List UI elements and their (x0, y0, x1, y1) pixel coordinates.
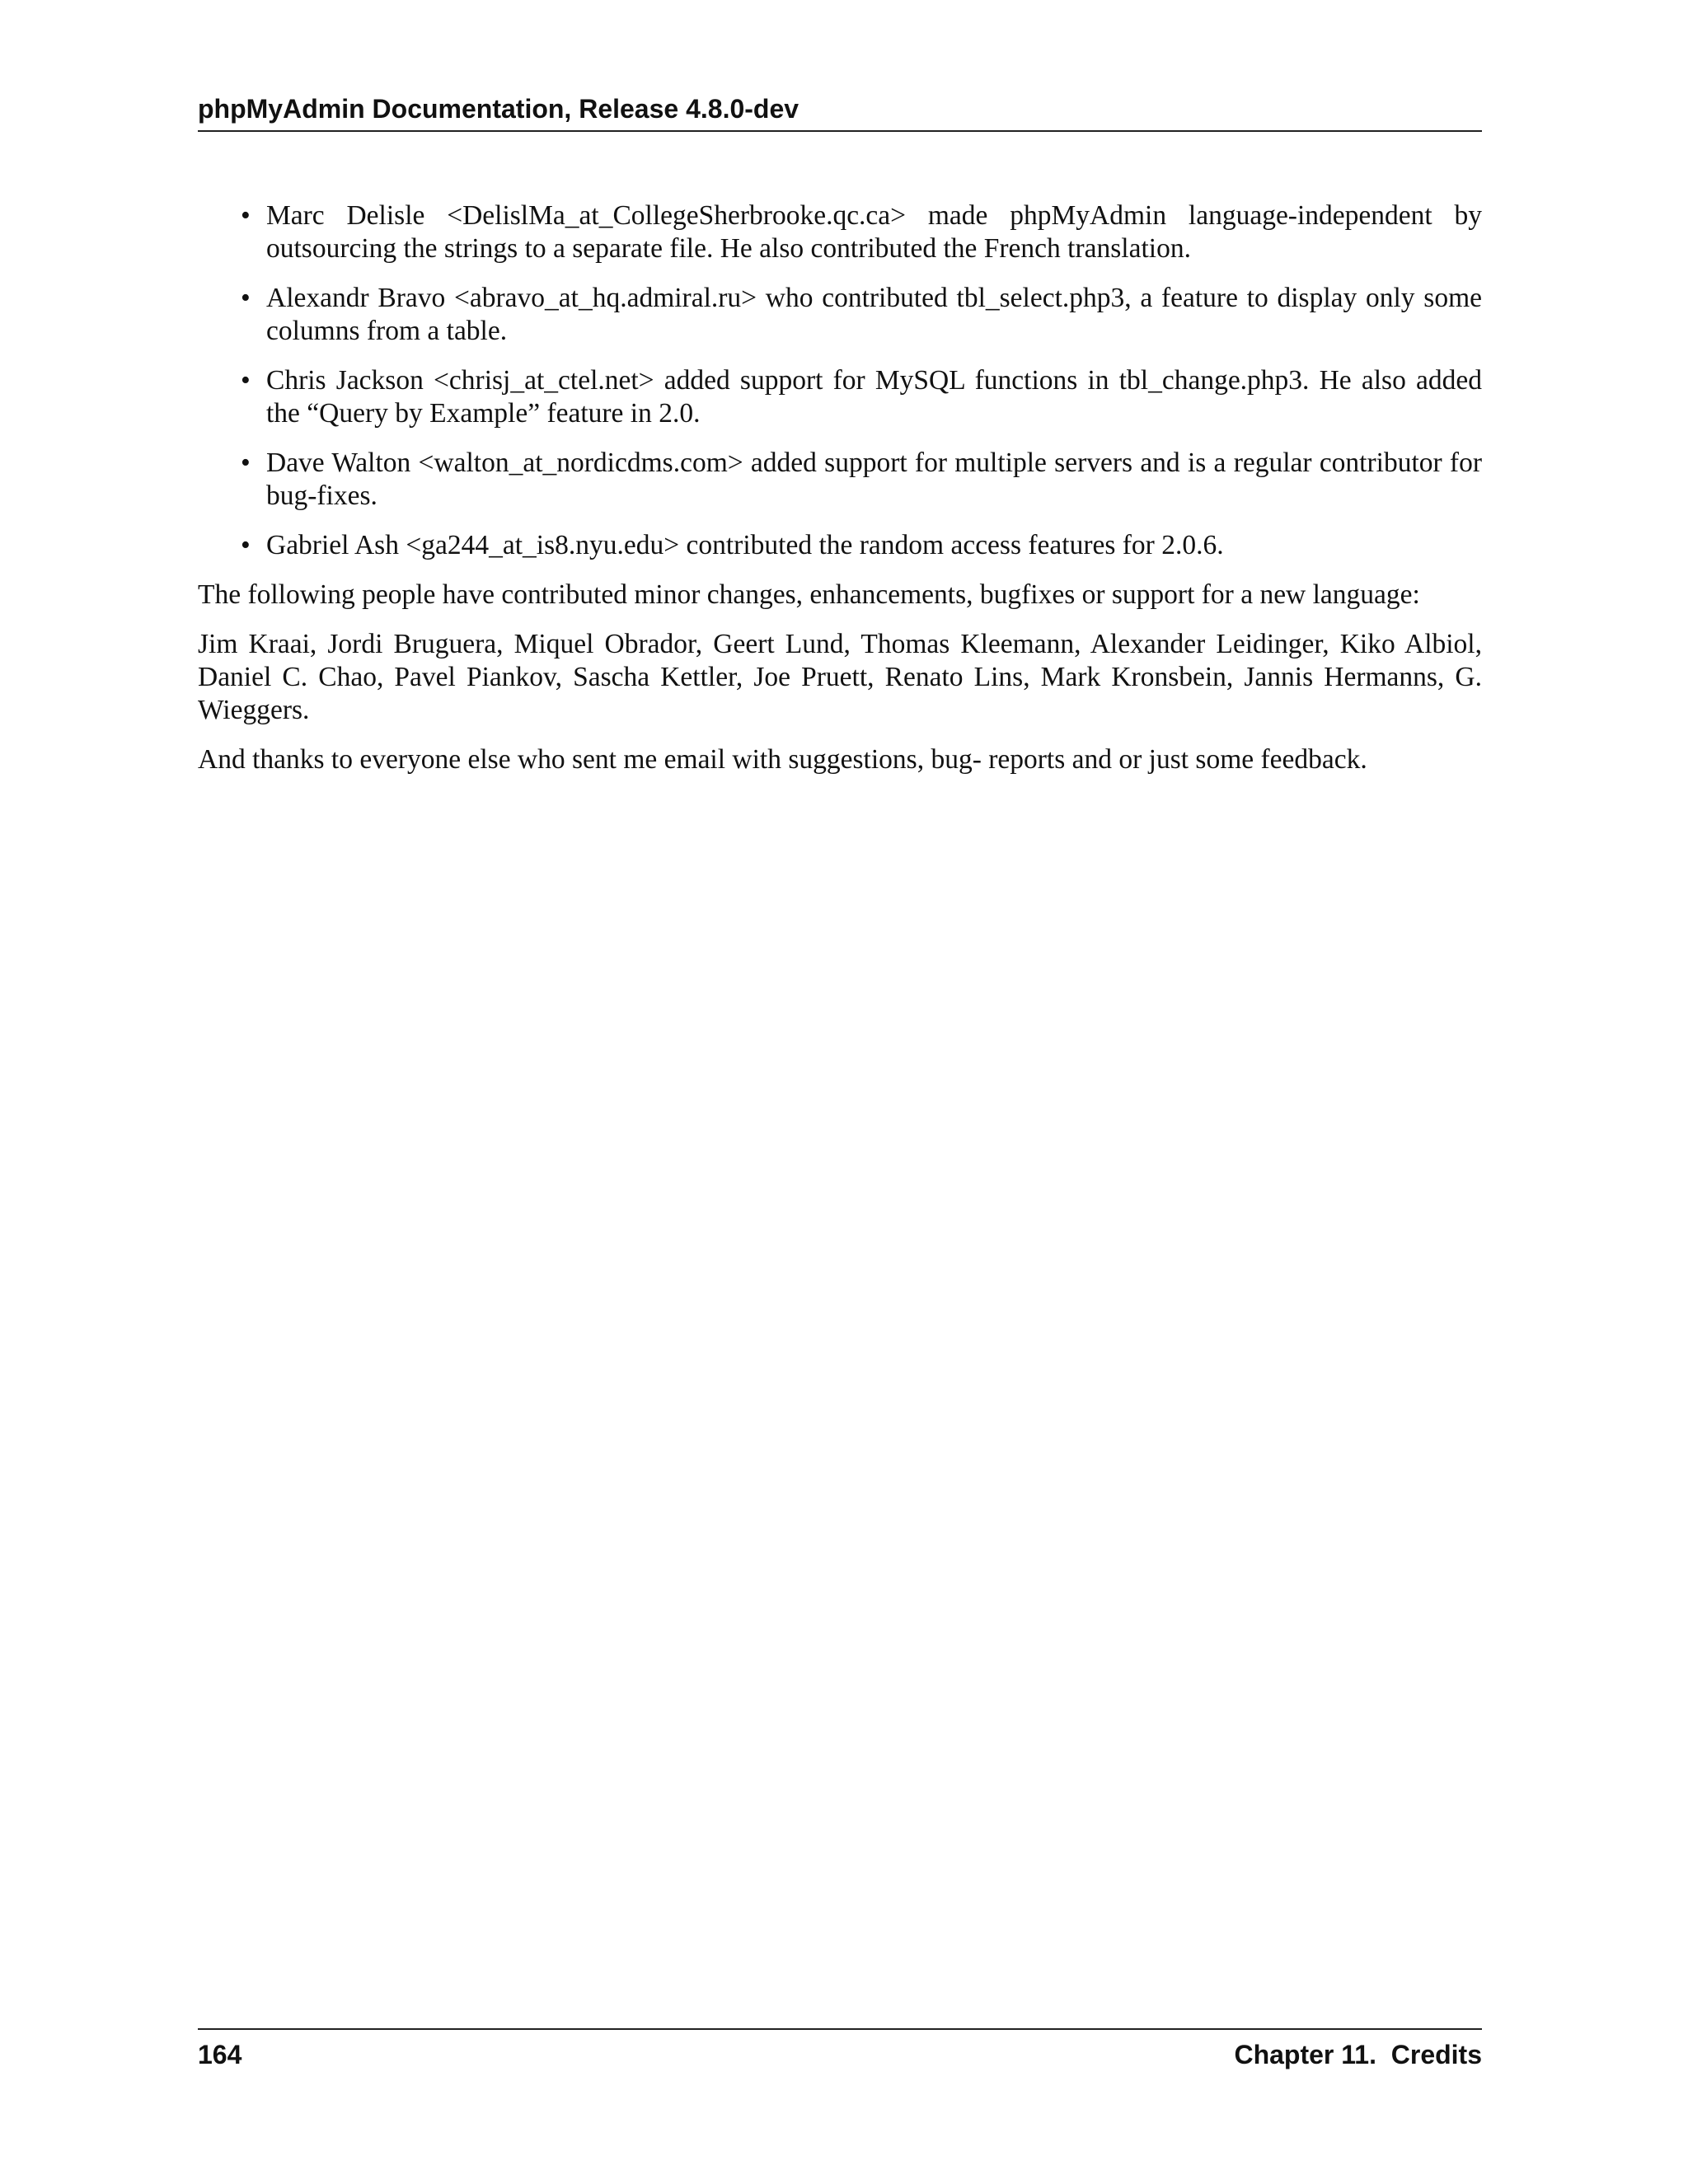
list-item (198, 282, 1482, 348)
chapter-title: Chapter 11. Credits (1234, 2040, 1482, 2069)
running-header-title: phpMyAdmin Documentation, Release 4.8.0-dev (198, 94, 799, 124)
bullet-icon: • (241, 200, 251, 231)
list-item (198, 199, 1482, 265)
page-content (198, 199, 1482, 793)
minor-contributors-intro: The following people have contributed minor changes, enhancements, bugfixes or support for a new language: (198, 579, 1420, 610)
page-number: 164 (198, 2040, 242, 2069)
list-item-text: Marc Delisle <DelislMa_at_CollegeSherbrooke.qc.ca> made phpMyAdmin language-independent by outsourcing the strings to a separate file. He also contributed the French translation. (266, 200, 1482, 264)
contributors-list (198, 199, 1482, 562)
list-item (198, 529, 1482, 562)
list-item-text: Dave Walton <walton_at_nordicdms.com> added support for multiple servers and is a regular contributor for bug-fixes. (266, 448, 1482, 511)
thanks-paragraph: And thanks to everyone else who sent me email with suggestions, bug- reports and or just some feedback. (198, 744, 1367, 775)
list-item-text: Chris Jackson <chrisj_at_ctel.net> added support for MySQL functions in tbl_change.php3. He also added the “Query by Example” feature in 2.0. (266, 365, 1482, 429)
bullet-icon: • (241, 530, 251, 560)
page-footer (198, 2028, 1482, 2078)
minor-contributors-names: Jim Kraai, Jordi Bruguera, Miquel Obrador, Geert Lund, Thomas Kleemann, Alexander Leidinger, Kiko Albiol, Daniel C. Chao, Pavel Piankov, Sascha Kettler, Joe Pruett, Renato Lins, Mark Kronsbein, Jannis Hermanns, G. Wieggers. (198, 629, 1482, 725)
list-item (198, 447, 1482, 513)
bullet-icon: • (241, 448, 251, 478)
page-header (198, 92, 1482, 132)
bullet-icon: • (241, 283, 251, 313)
list-item (198, 364, 1482, 430)
list-item-text: Gabriel Ash <ga244_at_is8.nyu.edu> contributed the random access features for 2.0.6. (266, 530, 1224, 560)
bullet-icon: • (241, 365, 251, 396)
list-item-text: Alexandr Bravo <abravo_at_hq.admiral.ru> who contributed tbl_select.php3, a feature to display only some columns from a table. (266, 283, 1482, 346)
